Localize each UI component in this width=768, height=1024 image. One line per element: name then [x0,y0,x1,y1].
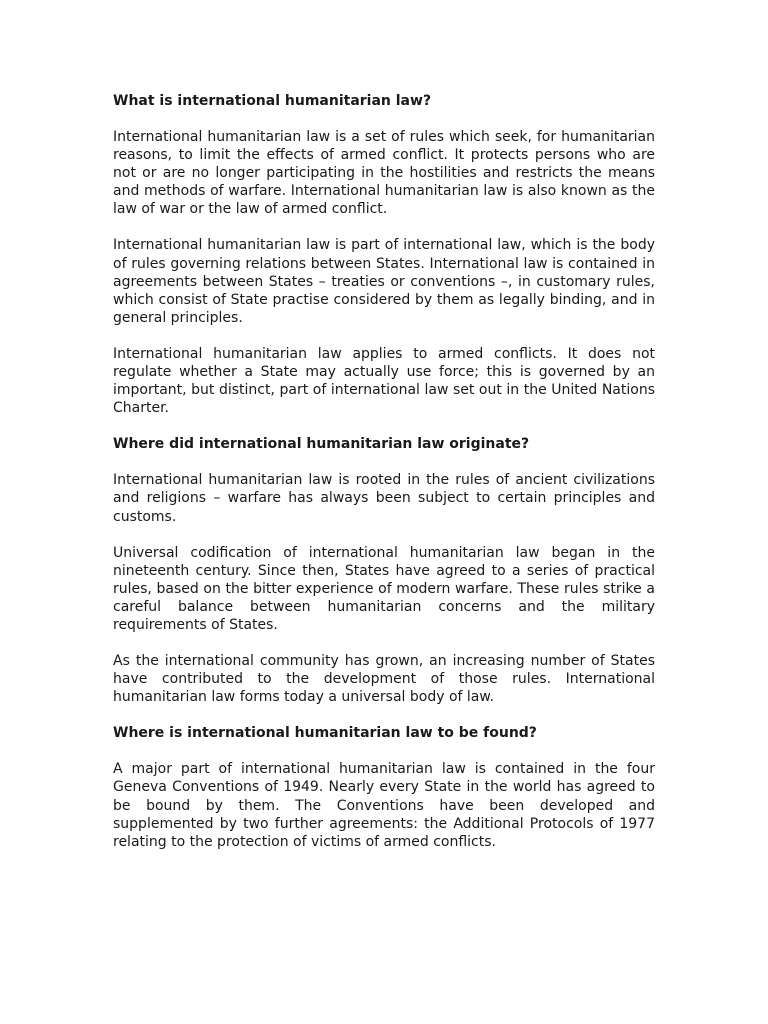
document-page [113,92,655,869]
paragraph: As the international community has grown, an increasing number of States have contributed to the development of those rules. International humanitarian law forms today a universal body of law. [113,653,655,706]
section-ihl-sources [113,724,655,850]
paragraph: International humanitarian law is part of international law, which is the body of rules governing relations between States. International law is contained in agreements between States – treaties or conventions –, in customary rules, which consist of State practise considered by them as legally binding, and in general principles. [113,237,655,326]
paragraph: International humanitarian law applies to armed conflicts. It does not regulate whether a State may actually use force; this is governed by an important, but distinct, part of international law set out in the United Nations Charter. [113,345,655,417]
paragraph: Universal codification of international humanitarian law began in the nineteenth century. Since then, States have agreed to a series of practical rules, based on the bitter experience of modern warfare. These rules strike a careful balance between humanitarian concerns and the military requirements of States. [113,544,655,633]
paragraph: A major part of international humanitarian law is contained in the four Geneva Conventions of 1949. Nearly every State in the world has agreed to be bound by them. The Conventions have been developed and supplemented by two further agreements: the Additional Protocols of 1977 relating to the protection of victims of armed conflicts. [113,761,655,850]
section-heading: Where is international humanitarian law to be found? [113,725,537,742]
section-what-is-ihl [113,92,655,417]
section-ihl-origin [113,435,655,706]
paragraph: International humanitarian law is rooted in the rules of ancient civilizations and religions – warfare has always been subject to certain principles and customs. [113,472,655,525]
paragraph: International humanitarian law is a set of rules which seek, for humanitarian reasons, to limit the effects of armed conflict. It protects persons who are not or are no longer participating in the hostilities and restricts the means and methods of warfare. International humanitarian law is also known as the law of war or the law of armed conflict. [113,129,655,218]
section-heading: Where did international humanitarian law originate? [113,436,530,453]
section-heading: What is international humanitarian law? [113,93,432,109]
